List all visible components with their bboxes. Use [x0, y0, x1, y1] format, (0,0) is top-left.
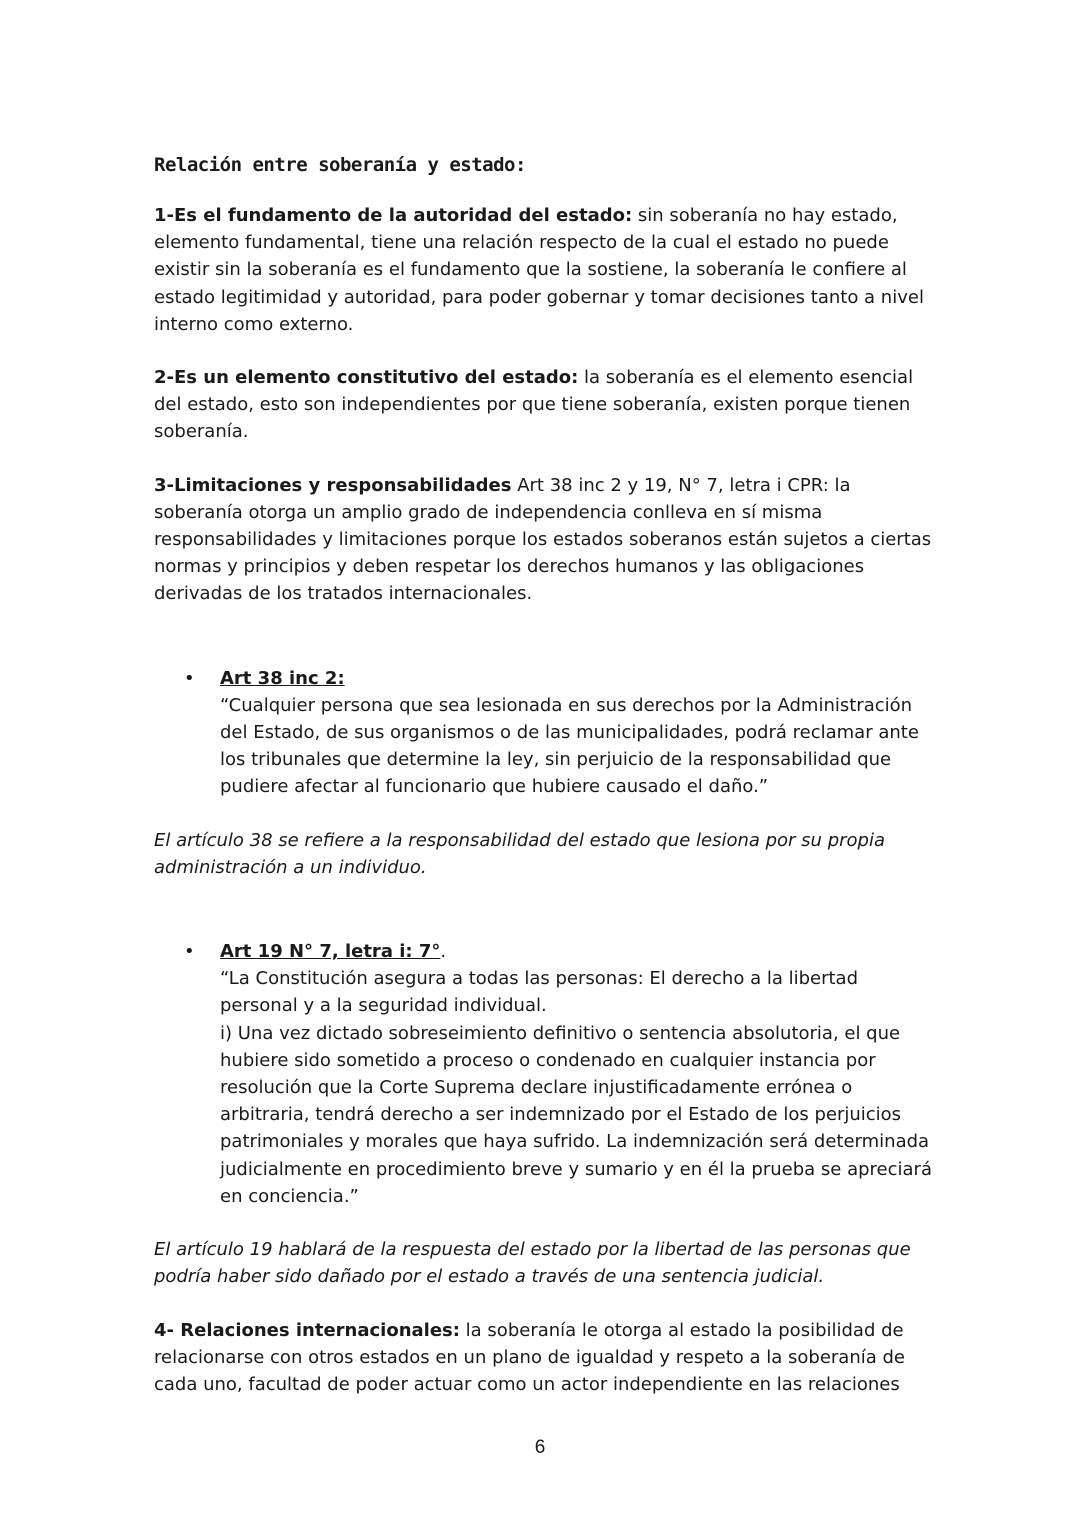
article-19-comment: El artículo 19 hablará de la respuesta del estado por la libertad de las personas que podría haber sido dañado por el estado a través de una sentencia judicial.: [154, 1239, 911, 1288]
article-19-quote-intro: “La Constitución asegura a todas las personas: El derecho a la libertad personal y a la seguridad individual.: [220, 968, 858, 1017]
article-38-comment: El artículo 38 se refiere a la responsabilidad del estado que lesiona por su propia administración a un individuo.: [154, 829, 885, 878]
paragraph-limitaciones-title: 3-Limitaciones y responsabilidades: [154, 474, 512, 496]
article-19-title: Art 19 N° 7, letra i: 7°: [220, 941, 441, 963]
paragraph-limitaciones: [154, 472, 934, 608]
paragraph-relaciones-title: 4- Relaciones internacionales:: [154, 1319, 460, 1341]
paragraph-fundamento: [154, 202, 934, 338]
article-19-quote-body: i) Una vez dictado sobreseimiento definitivo o sentencia absolutoria, el que hubiere sido sometido a proceso o condenado en cualquier instancia por resolución que la Corte Suprema declare injustificadamente errónea o arbitraria, tendrá derecho a ser indemnizado por el Estado de los perjuicios patrimoniales y morales que haya sufrido. La indemnización será determinada judicialmente en procedimiento breve y sumario y en él la prueba se apreciará en conciencia.”: [220, 1022, 932, 1207]
bullet-icon: •: [184, 941, 195, 963]
paragraph-constitutivo-title: 2-Es un elemento constitutivo del estado:: [154, 367, 579, 389]
paragraph-fundamento-body: sin soberanía no hay estado, elemento fundamental, tiene una relación respecto de la cual el estado no puede existir sin la soberanía es el fundamento que la sostiene, la soberanía le confiere al estado legitimidad y autoridad, para poder gobernar y tomar decisiones tanto a nivel interno como externo.: [154, 205, 924, 335]
article-38-title: Art 38 inc 2:: [220, 667, 345, 689]
paragraph-relaciones-body: la soberanía le otorga al estado la posibilidad de relacionarse con otros estados en un plano de igualdad y respeto a la soberanía de cada uno, facultad de poder actuar como un actor independiente en las relaciones: [154, 1319, 905, 1395]
bullet-icon: •: [184, 667, 195, 689]
paragraph-relaciones: [154, 1317, 934, 1399]
paragraph-constitutivo: [154, 364, 934, 446]
article-19-item: [154, 938, 934, 1210]
article-19-title-suffix: .: [440, 941, 447, 963]
section-heading: Relación entre soberanía y estado:: [154, 154, 526, 176]
paragraph-constitutivo-body: la soberanía es el elemento esencial del estado, esto son independientes por que tiene soberanía, existen porque tienen soberanía.: [154, 367, 914, 443]
page-number: 6: [534, 1437, 546, 1458]
paragraph-limitaciones-body: Art 38 inc 2 y 19, N° 7, letra i CPR: la soberanía otorga un amplio grado de independencia conlleva en sí misma responsabilidades y limitaciones porque los estados soberanos están sujetos a ciertas normas y principios y deben respetar los derechos humanos y las obligaciones derivadas de los tratados internacionales.: [154, 474, 932, 605]
article-38-quote: “Cualquier persona que sea lesionada en sus derechos por la Administración del Estado, de sus organismos o de las municipalidades, podrá reclamar ante los tribunales que determine la ley, sin perjuicio de la responsabilidad que pudiere afectar al funcionario que hubiere causado el daño.”: [220, 694, 919, 798]
document-page: [154, 150, 934, 1398]
paragraph-fundamento-title: 1-Es el fundamento de la autoridad del estado:: [154, 205, 633, 226]
article-38-item: [154, 665, 934, 801]
